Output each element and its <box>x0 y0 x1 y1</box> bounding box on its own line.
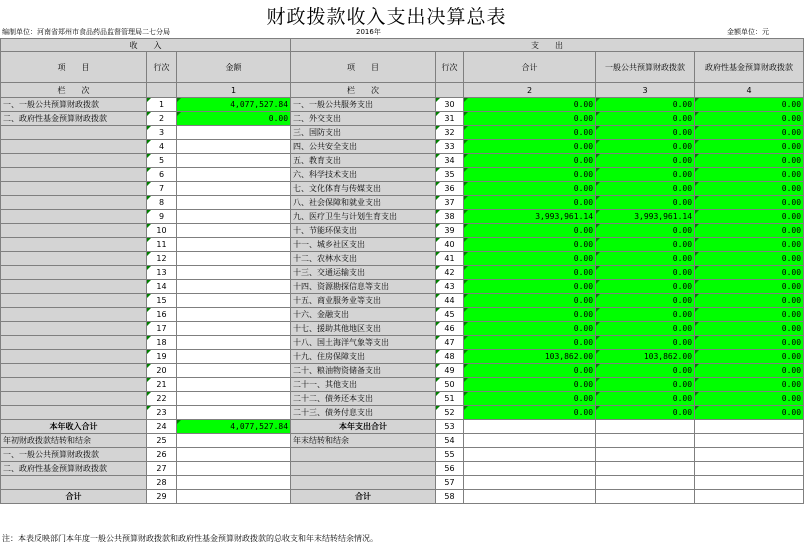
blank-sum[interactable] <box>464 476 596 490</box>
table-row <box>1 308 804 322</box>
end-fund-label <box>291 462 436 476</box>
income-row-no: 9 <box>147 210 177 224</box>
income-item <box>1 252 147 266</box>
expense-general-budget[interactable]: 0.00 <box>596 238 695 252</box>
end-fund-sum[interactable] <box>464 462 596 476</box>
expense-total[interactable]: 0.00 <box>464 140 596 154</box>
expense-item: 一、一般公共服务支出 <box>291 98 436 112</box>
expense-gov-fund[interactable]: 0.00 <box>695 126 804 140</box>
income-row-no: 6 <box>147 168 177 182</box>
grand-total-no-right: 58 <box>436 490 464 504</box>
income-amount <box>177 224 291 238</box>
report-title: 财政拨款收入支出决算总表 <box>266 6 507 28</box>
expense-total[interactable]: 0.00 <box>464 182 596 196</box>
blank-no-right: 57 <box>436 476 464 490</box>
expense-general-budget[interactable]: 0.00 <box>596 196 695 210</box>
expense-item: 七、文化体育与传媒支出 <box>291 182 436 196</box>
end-fund-no: 56 <box>436 462 464 476</box>
row-no-header-right: 行次 <box>436 52 464 83</box>
column-label-right: 栏 次 <box>291 83 436 98</box>
expense-total-sum[interactable] <box>464 420 596 434</box>
expense-total[interactable]: 0.00 <box>464 126 596 140</box>
income-item <box>1 294 147 308</box>
summary-row <box>1 448 804 462</box>
income-item: 二、政府性基金预算财政拨款 <box>1 112 147 126</box>
summary-row <box>1 434 804 448</box>
end-general-sum[interactable] <box>464 448 596 462</box>
income-item <box>1 392 147 406</box>
income-row-no: 15 <box>147 294 177 308</box>
begin-balance-amount[interactable] <box>177 434 291 448</box>
expense-gov-fund[interactable]: 0.00 <box>695 182 804 196</box>
income-header: 收 入 <box>1 39 291 52</box>
expense-item: 二十、粮油物资储备支出 <box>291 364 436 378</box>
expense-row-no: 37 <box>436 196 464 210</box>
income-item <box>1 266 147 280</box>
table-row <box>1 112 804 126</box>
end-general-label <box>291 448 436 462</box>
income-total-no: 24 <box>147 420 177 434</box>
expense-row-no: 44 <box>436 294 464 308</box>
column-label-blank-right <box>436 83 464 98</box>
begin-fund-label: 二、政府性基金预算财政拨款 <box>1 462 147 476</box>
end-balance-gov[interactable] <box>695 434 804 448</box>
column-1: 1 <box>177 83 291 98</box>
table-row <box>1 392 804 406</box>
expense-gov-fund[interactable]: 0.00 <box>695 294 804 308</box>
expense-general-budget[interactable]: 0.00 <box>596 294 695 308</box>
summary-row <box>1 476 804 490</box>
expense-total[interactable]: 0.00 <box>464 224 596 238</box>
expense-item: 二十三、债务付息支出 <box>291 406 436 420</box>
income-amount <box>177 294 291 308</box>
income-item <box>1 406 147 420</box>
end-general-gov[interactable] <box>695 448 804 462</box>
expense-general-budget[interactable]: 103,862.00 <box>596 350 695 364</box>
expense-general-budget[interactable]: 0.00 <box>596 378 695 392</box>
income-item <box>1 126 147 140</box>
expense-row-no: 39 <box>436 224 464 238</box>
income-item <box>1 154 147 168</box>
income-amount <box>177 308 291 322</box>
income-item <box>1 364 147 378</box>
expense-gov-fund[interactable]: 0.00 <box>695 378 804 392</box>
expense-total-no: 53 <box>436 420 464 434</box>
income-row-no: 11 <box>147 238 177 252</box>
income-amount <box>177 252 291 266</box>
table-row <box>1 196 804 210</box>
expense-total[interactable]: 0.00 <box>464 406 596 420</box>
begin-fund-no: 27 <box>147 462 177 476</box>
income-amount <box>177 140 291 154</box>
expense-item: 十一、城乡社区支出 <box>291 238 436 252</box>
income-row-no: 4 <box>147 140 177 154</box>
expense-total[interactable]: 0.00 <box>464 294 596 308</box>
expense-gov-fund[interactable]: 0.00 <box>695 224 804 238</box>
expense-item: 十三、交通运输支出 <box>291 266 436 280</box>
income-item <box>1 378 147 392</box>
expense-gov-fund[interactable]: 0.00 <box>695 154 804 168</box>
expense-gov-fund[interactable]: 0.00 <box>695 350 804 364</box>
expense-general-budget[interactable]: 0.00 <box>596 154 695 168</box>
expense-row-no: 49 <box>436 364 464 378</box>
expense-general-budget[interactable]: 0.00 <box>596 182 695 196</box>
income-amount <box>177 238 291 252</box>
table-row <box>1 378 804 392</box>
income-item <box>1 140 147 154</box>
expense-gov-fund[interactable]: 0.00 <box>695 112 804 126</box>
table-row <box>1 350 804 364</box>
income-row-no: 22 <box>147 392 177 406</box>
income-row-no: 17 <box>147 322 177 336</box>
expense-item: 十四、资源勘探信息等支出 <box>291 280 436 294</box>
expense-item: 二十二、债务还本支出 <box>291 392 436 406</box>
table-row <box>1 210 804 224</box>
income-item <box>1 224 147 238</box>
begin-general-label: 一、一般公共预算财政拨款 <box>1 448 147 462</box>
expense-total[interactable]: 0.00 <box>464 98 596 112</box>
blank-label-right <box>291 476 436 490</box>
expense-row-no: 32 <box>436 126 464 140</box>
begin-fund-amount[interactable] <box>177 462 291 476</box>
expense-item: 十七、援助其他地区支出 <box>291 322 436 336</box>
expense-gov-fund[interactable]: 0.00 <box>695 238 804 252</box>
table-row <box>1 322 804 336</box>
table-row <box>1 252 804 266</box>
expense-general-budget[interactable]: 0.00 <box>596 126 695 140</box>
total-header: 合计 <box>464 52 596 83</box>
summary-row <box>1 420 804 434</box>
expense-row-no: 36 <box>436 182 464 196</box>
expense-item: 二、外交支出 <box>291 112 436 126</box>
income-item <box>1 168 147 182</box>
income-item <box>1 196 147 210</box>
expense-total[interactable]: 0.00 <box>464 112 596 126</box>
table-row <box>1 364 804 378</box>
expense-general-budget[interactable]: 0.00 <box>596 364 695 378</box>
income-row-no: 7 <box>147 182 177 196</box>
expense-row-no: 41 <box>436 252 464 266</box>
amount-header: 金额 <box>177 52 291 83</box>
expense-general-budget[interactable]: 0.00 <box>596 280 695 294</box>
expense-general-budget[interactable]: 0.00 <box>596 168 695 182</box>
table-row <box>1 224 804 238</box>
income-row-no: 19 <box>147 350 177 364</box>
income-row-no: 18 <box>147 336 177 350</box>
grand-total-amount[interactable] <box>177 490 291 504</box>
income-amount <box>177 378 291 392</box>
begin-balance-no: 25 <box>147 434 177 448</box>
blank-general[interactable] <box>596 476 695 490</box>
expense-row-no: 48 <box>436 350 464 364</box>
expense-general-budget[interactable]: 0.00 <box>596 392 695 406</box>
expense-gov-fund[interactable]: 0.00 <box>695 266 804 280</box>
income-amount <box>177 364 291 378</box>
column-4: 4 <box>695 83 804 98</box>
end-balance-label: 年末结转和结余 <box>291 434 436 448</box>
expense-row-no: 51 <box>436 392 464 406</box>
income-item <box>1 322 147 336</box>
expense-total[interactable]: 0.00 <box>464 392 596 406</box>
income-item <box>1 182 147 196</box>
income-amount <box>177 196 291 210</box>
expense-total[interactable]: 0.00 <box>464 308 596 322</box>
expense-gov-fund[interactable]: 0.00 <box>695 392 804 406</box>
end-fund-gov[interactable] <box>695 462 804 476</box>
expense-row-no: 40 <box>436 238 464 252</box>
column-label-blank <box>147 83 177 98</box>
expense-row-no: 33 <box>436 140 464 154</box>
income-item <box>1 308 147 322</box>
end-balance-no: 54 <box>436 434 464 448</box>
end-general-general[interactable] <box>596 448 695 462</box>
income-item <box>1 350 147 364</box>
expense-item: 十五、商业服务业等支出 <box>291 294 436 308</box>
expense-general-budget[interactable]: 0.00 <box>596 322 695 336</box>
expense-total[interactable]: 0.00 <box>464 336 596 350</box>
grand-total-gov[interactable] <box>695 490 804 504</box>
income-row-no: 20 <box>147 364 177 378</box>
expense-item: 五、教育支出 <box>291 154 436 168</box>
expense-general-budget[interactable]: 0.00 <box>596 98 695 112</box>
begin-general-amount[interactable] <box>177 448 291 462</box>
expense-item: 十、节能环保支出 <box>291 224 436 238</box>
income-item <box>1 280 147 294</box>
expense-general-budget[interactable]: 3,993,961.14 <box>596 210 695 224</box>
expense-row-no: 47 <box>436 336 464 350</box>
income-row-no: 2 <box>147 112 177 126</box>
income-total-amount[interactable]: 4,077,527.84 <box>177 420 291 434</box>
expense-total-label: 本年支出合计 <box>291 420 436 434</box>
blank-gov[interactable] <box>695 476 804 490</box>
expense-row-no: 35 <box>436 168 464 182</box>
expense-item: 十九、住房保障支出 <box>291 350 436 364</box>
expense-item: 九、医疗卫生与计划生育支出 <box>291 210 436 224</box>
income-amount <box>177 168 291 182</box>
income-row-no: 16 <box>147 308 177 322</box>
income-total-label: 本年收入合计 <box>1 420 147 434</box>
expense-row-no: 46 <box>436 322 464 336</box>
expense-total[interactable]: 0.00 <box>464 252 596 266</box>
income-row-no: 8 <box>147 196 177 210</box>
expense-item: 十八、国土海洋气象等支出 <box>291 336 436 350</box>
gov-fund-header: 政府性基金预算财政拨款 <box>695 52 804 83</box>
general-budget-header: 一般公共预算财政拨款 <box>596 52 695 83</box>
income-row-no: 1 <box>147 98 177 112</box>
table-row <box>1 154 804 168</box>
table-row <box>1 280 804 294</box>
income-amount <box>177 336 291 350</box>
item-header: 项 目 <box>1 52 147 83</box>
end-balance-sum[interactable] <box>464 434 596 448</box>
column-2: 2 <box>464 83 596 98</box>
table-row <box>1 266 804 280</box>
grand-total-label-right: 合计 <box>291 490 436 504</box>
end-fund-general[interactable] <box>596 462 695 476</box>
table-row <box>1 182 804 196</box>
income-amount <box>177 210 291 224</box>
expense-gov-fund[interactable]: 0.00 <box>695 308 804 322</box>
expense-general-budget[interactable]: 0.00 <box>596 336 695 350</box>
expense-row-no: 42 <box>436 266 464 280</box>
income-amount <box>177 126 291 140</box>
expense-gov-fund[interactable]: 0.00 <box>695 98 804 112</box>
expense-general-budget[interactable]: 0.00 <box>596 252 695 266</box>
expense-gov-fund[interactable]: 0.00 <box>695 322 804 336</box>
income-amount <box>177 406 291 420</box>
currency-unit: 金额单位：元 <box>727 28 769 36</box>
income-row-no: 5 <box>147 154 177 168</box>
expense-row-no: 30 <box>436 98 464 112</box>
end-balance-general[interactable] <box>596 434 695 448</box>
table-row <box>1 98 804 112</box>
income-item: 一、一般公共预算财政拨款 <box>1 98 147 112</box>
expense-row-no: 38 <box>436 210 464 224</box>
table-row <box>1 336 804 350</box>
income-row-no: 14 <box>147 280 177 294</box>
expense-total[interactable]: 0.00 <box>464 322 596 336</box>
expense-total[interactable]: 0.00 <box>464 378 596 392</box>
expense-total[interactable]: 0.00 <box>464 280 596 294</box>
end-general-no: 55 <box>436 448 464 462</box>
table-row <box>1 168 804 182</box>
expense-item: 四、公共安全支出 <box>291 140 436 154</box>
table-row <box>1 238 804 252</box>
table-row <box>1 294 804 308</box>
expense-row-no: 43 <box>436 280 464 294</box>
expense-total[interactable]: 0.00 <box>464 364 596 378</box>
expense-general-budget[interactable]: 0.00 <box>596 224 695 238</box>
table-row <box>1 126 804 140</box>
income-row-no: 21 <box>147 378 177 392</box>
expense-gov-fund[interactable]: 0.00 <box>695 280 804 294</box>
income-amount[interactable]: 0.00 <box>177 112 291 126</box>
expense-gov-fund[interactable]: 0.00 <box>695 252 804 266</box>
column-label: 栏 次 <box>1 83 147 98</box>
table-row <box>1 406 804 420</box>
expense-general-budget[interactable]: 0.00 <box>596 140 695 154</box>
expense-gov-fund[interactable]: 0.00 <box>695 196 804 210</box>
expense-item: 十二、农林水支出 <box>291 252 436 266</box>
income-amount <box>177 392 291 406</box>
blank-no: 28 <box>147 476 177 490</box>
expense-gov-fund[interactable]: 0.00 <box>695 364 804 378</box>
income-amount <box>177 350 291 364</box>
table-row <box>1 140 804 154</box>
expense-total[interactable]: 0.00 <box>464 168 596 182</box>
expense-row-no: 50 <box>436 378 464 392</box>
expense-total-gov[interactable] <box>695 420 804 434</box>
expense-item: 十六、金融支出 <box>291 308 436 322</box>
income-amount <box>177 266 291 280</box>
income-row-no: 12 <box>147 252 177 266</box>
expense-general-budget[interactable]: 0.00 <box>596 112 695 126</box>
income-item <box>1 210 147 224</box>
income-amount <box>177 322 291 336</box>
expense-item: 八、社会保障和就业支出 <box>291 196 436 210</box>
grand-total-general[interactable] <box>596 490 695 504</box>
expense-gov-fund[interactable]: 0.00 <box>695 406 804 420</box>
expense-row-no: 52 <box>436 406 464 420</box>
row-no-header: 行次 <box>147 52 177 83</box>
expense-gov-fund[interactable]: 0.00 <box>695 168 804 182</box>
grand-total-no: 29 <box>147 490 177 504</box>
expense-item: 二十一、其他支出 <box>291 378 436 392</box>
expense-total[interactable]: 0.00 <box>464 266 596 280</box>
budget-table <box>0 38 804 504</box>
income-row-no: 3 <box>147 126 177 140</box>
grand-total-sum[interactable] <box>464 490 596 504</box>
begin-balance-label: 年初财政拨款结转和结余 <box>1 434 147 448</box>
expense-total[interactable]: 103,862.00 <box>464 350 596 364</box>
expense-total-general[interactable] <box>596 420 695 434</box>
expense-gov-fund[interactable]: 0.00 <box>695 140 804 154</box>
summary-row <box>1 462 804 476</box>
expense-general-budget[interactable]: 0.00 <box>596 406 695 420</box>
income-row-no: 10 <box>147 224 177 238</box>
expense-total[interactable]: 0.00 <box>464 196 596 210</box>
expense-row-no: 31 <box>436 112 464 126</box>
expense-general-budget[interactable]: 0.00 <box>596 308 695 322</box>
income-row-no: 23 <box>147 406 177 420</box>
income-item <box>1 238 147 252</box>
income-item <box>1 336 147 350</box>
blank-label <box>1 476 147 490</box>
income-amount <box>177 154 291 168</box>
expense-item: 三、国防支出 <box>291 126 436 140</box>
footnote: 注：本表反映部门本年度一般公共预算财政拨款和政府性基金预算财政拨款的总收支和年末结转结余情况。 <box>2 534 378 543</box>
expense-total[interactable]: 3,993,961.14 <box>464 210 596 224</box>
expense-total[interactable]: 0.00 <box>464 238 596 252</box>
column-3: 3 <box>596 83 695 98</box>
income-amount <box>177 280 291 294</box>
income-amount[interactable]: 4,077,527.84 <box>177 98 291 112</box>
expense-general-budget[interactable]: 0.00 <box>596 266 695 280</box>
expense-item: 六、科学技术支出 <box>291 168 436 182</box>
expense-gov-fund[interactable]: 0.00 <box>695 210 804 224</box>
item-header-right: 项 目 <box>291 52 436 83</box>
expense-row-no: 45 <box>436 308 464 322</box>
expense-gov-fund[interactable]: 0.00 <box>695 336 804 350</box>
reporting-unit: 编制单位：河南省郑州市食品药品监督管理局二七分局 <box>2 28 170 36</box>
expense-header: 支 出 <box>291 39 804 52</box>
expense-row-no: 34 <box>436 154 464 168</box>
income-row-no: 13 <box>147 266 177 280</box>
grand-total-label: 合计 <box>1 490 147 504</box>
income-amount <box>177 182 291 196</box>
begin-general-no: 26 <box>147 448 177 462</box>
expense-total[interactable]: 0.00 <box>464 154 596 168</box>
report-year: 2016年 <box>356 28 381 36</box>
summary-row <box>1 490 804 504</box>
blank-amount[interactable] <box>177 476 291 490</box>
